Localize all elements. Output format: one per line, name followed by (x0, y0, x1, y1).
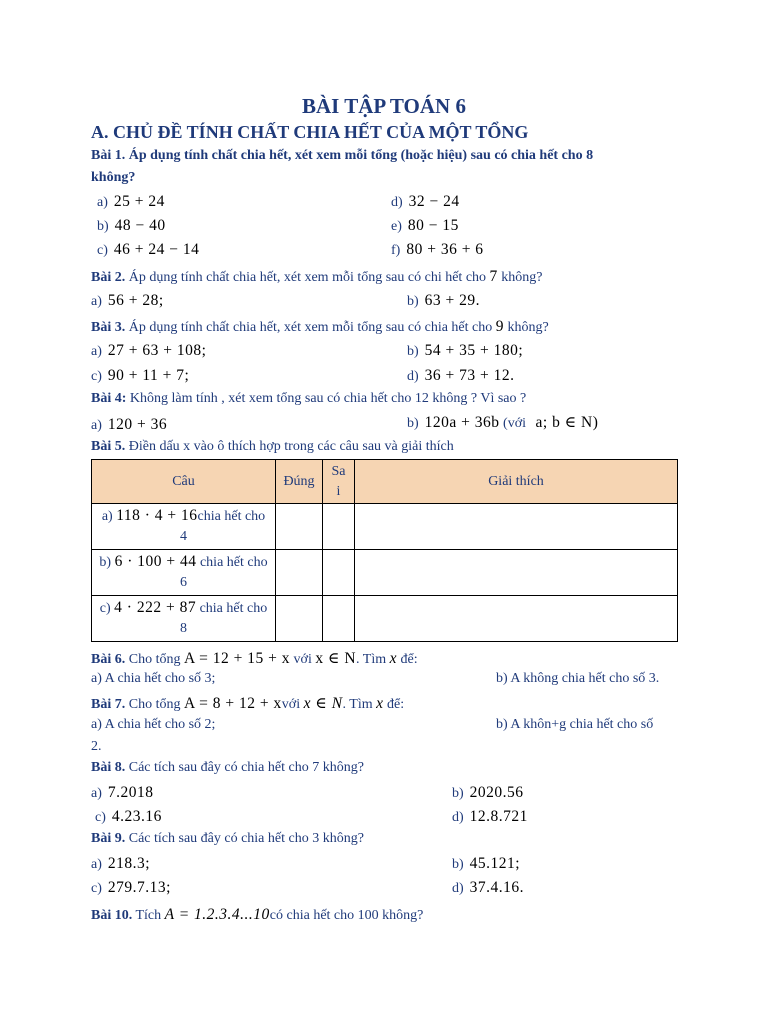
option-item: f) 80 + 36 + 6 (391, 241, 484, 258)
page-title: BÀI TẬP TOÁN 6 (302, 94, 466, 118)
option-item: a) 27 + 63 + 108; (91, 342, 207, 359)
option-item: d) 36 + 73 + 12. (407, 367, 515, 384)
cell-giai-thich[interactable] (355, 596, 678, 642)
table-row (92, 504, 678, 550)
exercise-9-prompt: Bài 9. Các tích sau đây có chia hết cho 3 không? (91, 831, 364, 846)
option-item: c) 279.7.13; (91, 879, 171, 896)
exercise-7-prompt: Bài 7. Cho tổng A = 8 + 12 + xvới x ∈ N. Tìm x để: (91, 695, 405, 712)
header-giai-thich: Giải thích (355, 460, 678, 504)
exercise-1-prompt (91, 148, 593, 164)
table-row (92, 550, 678, 596)
option-item: b) 48 − 40 (97, 217, 166, 234)
cell-dung[interactable] (276, 504, 323, 550)
exercise-6-part-b: b) A không chia hết cho số 3. (496, 671, 660, 686)
cell-giai-thich[interactable] (355, 504, 678, 550)
option-item: e) 80 − 15 (391, 217, 459, 234)
header-sai: Sa i (323, 460, 355, 504)
exercise-7-part-a: a) A chia hết cho số 2; (91, 717, 216, 732)
option-item: b) 2020.56 (452, 784, 524, 801)
exercise-7-part-b-cont: 2. (91, 739, 102, 754)
section-heading: A. CHỦ ĐỀ TÍNH CHẤT CHIA HẾT CỦA MỘT TỔNG (91, 122, 529, 142)
option-item: a) 7.2018 (91, 784, 154, 801)
cell-sai[interactable] (323, 504, 355, 550)
option-item: d) 32 − 24 (391, 193, 460, 210)
option-item: b) 120a + 36b (với a; b ∈ N) (407, 414, 599, 431)
cell-cau: a) 118 · 4 + 16chia hết cho 4 (92, 504, 276, 550)
exercise-8-prompt: Bài 8. Các tích sau đây có chia hết cho 7 không? (91, 760, 364, 775)
cell-cau: c) 4 · 222 + 87 chia hết cho 8 (92, 596, 276, 642)
cell-dung[interactable] (276, 596, 323, 642)
cell-giai-thich[interactable] (355, 550, 678, 596)
option-item: c) 4.23.16 (95, 808, 162, 825)
option-item: a) 25 + 24 (97, 193, 165, 210)
option-item: a) 218.3; (91, 855, 151, 872)
option-item: a) 56 + 28; (91, 292, 164, 309)
table-row (92, 596, 678, 642)
exercise-3-prompt: Bài 3. Áp dụng tính chất chia hết, xét xem mỗi tổng sau có chia hết cho 9 không? (91, 318, 549, 335)
exercise-10-prompt: Bài 10. Tích A = 1.2.3.4...10có chia hết cho 100 không? (91, 906, 424, 923)
answer-table (91, 459, 678, 642)
cell-sai[interactable] (323, 550, 355, 596)
exercise-4-prompt: Bài 4: Không làm tính , xét xem tổng sau có chia hết cho 12 không ? Vì sao ? (91, 391, 527, 406)
exercise-7-part-b: b) A khôn+g chia hết cho số (496, 717, 654, 732)
cell-cau: b) 6 · 100 + 44 chia hết cho 6 (92, 550, 276, 596)
option-item: d) 12.8.721 (452, 808, 528, 825)
header-dung: Đúng (276, 460, 323, 504)
cell-dung[interactable] (276, 550, 323, 596)
exercise-label: Bài 1. (91, 148, 126, 163)
option-item: a) 120 + 36 (91, 416, 168, 433)
option-item: c) 46 + 24 − 14 (97, 241, 200, 258)
exercise-1-prompt-cont: không? (91, 170, 136, 185)
cell-sai[interactable] (323, 596, 355, 642)
exercise-text: Áp dụng tính chất chia hết, xét xem mỗi tổng (hoặc hiệu) sau có chia hết cho 8 (128, 148, 594, 163)
option-item: c) 90 + 11 + 7; (91, 367, 190, 384)
exercise-6-part-a: a) A chia hết cho số 3; (91, 671, 216, 686)
option-item: b) 63 + 29. (407, 292, 481, 309)
exercise-2-prompt: Bài 2. Áp dụng tính chất chia hết, xét xem mỗi tổng sau có chi hết cho 7 không? (91, 268, 543, 285)
header-cau: Câu (92, 460, 276, 504)
exercise-5-prompt: Bài 5. Điền dấu x vào ô thích hợp trong các câu sau và giải thích (91, 439, 454, 454)
table-header-row (92, 460, 678, 504)
option-item: b) 45.121; (452, 855, 521, 872)
option-item: b) 54 + 35 + 180; (407, 342, 524, 359)
exercise-6-prompt: Bài 6. Cho tổng A = 12 + 15 + x với x ∈ N. Tìm x để: (91, 650, 418, 667)
option-item: d) 37.4.16. (452, 879, 525, 896)
